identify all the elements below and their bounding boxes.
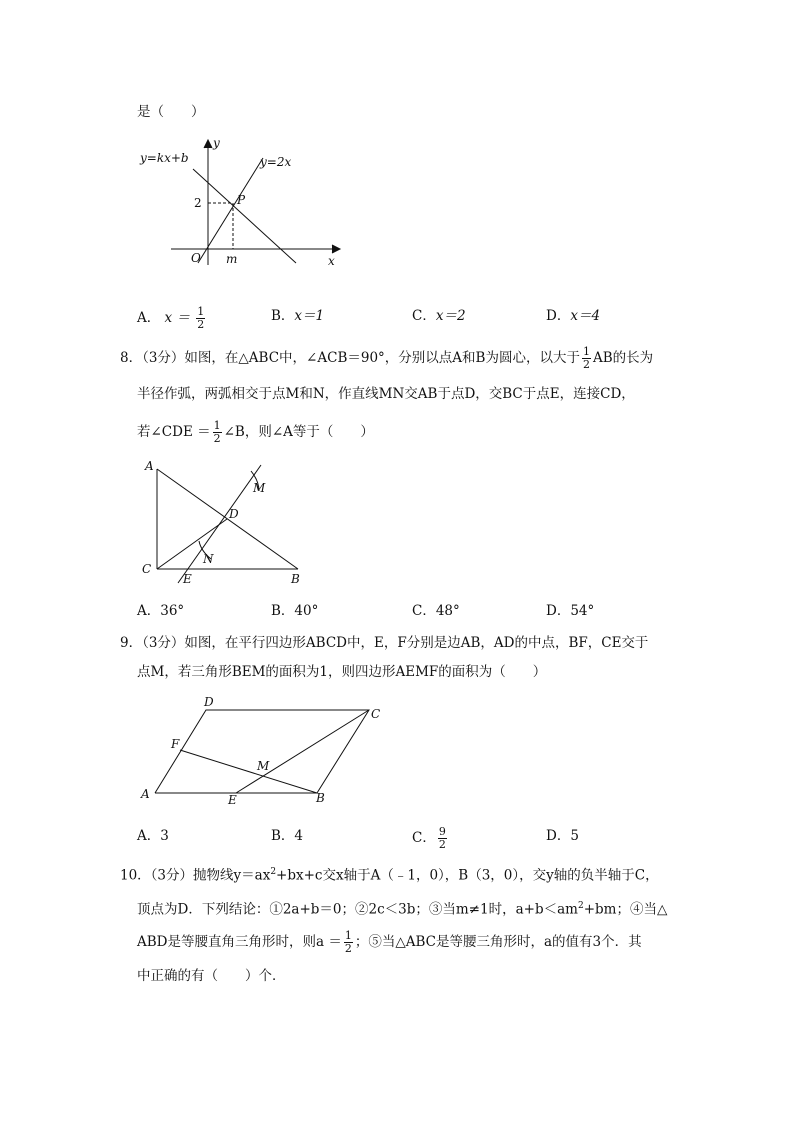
q8-label-e: E	[183, 572, 192, 586]
q7-option-b-letter: B．	[271, 308, 295, 324]
q7-label-y: y	[213, 136, 220, 150]
q8-label-n: N	[203, 552, 214, 566]
q10-stem-line-2: 顶点为D．下列结论：①2a+b＝0；②2c＜3b；③当m≠1时，$a+b<am^2+bm$；④当△	[137, 901, 668, 918]
q9-figure	[135, 690, 390, 810]
q9-option-a[interactable]: A．3	[137, 828, 169, 844]
q9-label-b: B	[316, 791, 325, 805]
q8-option-a[interactable]: A．36°	[137, 603, 185, 619]
q9-label-m: M	[257, 759, 270, 773]
q7-label-x: x	[328, 254, 335, 268]
q8-label-d: D	[229, 507, 239, 521]
q8-label-m: M	[253, 481, 266, 495]
q9-stem-line-1: 9．（3分）如图，在平行四边形ABCD中，E，F分别是边AB，AD的中点，BF，CE交于	[120, 635, 649, 651]
q7-label-ytick: 2	[194, 196, 202, 210]
q9-label-d: D	[204, 695, 214, 709]
q9-option-c[interactable]: C． $\frac{9}{2}$	[412, 825, 446, 851]
q7-label-line2: y=2x	[260, 155, 292, 169]
q8-figure	[135, 455, 315, 590]
q7-option-b[interactable]	[271, 306, 324, 326]
q9-label-f: F	[171, 737, 180, 751]
q7-figure	[135, 132, 350, 270]
q7-option-d-letter: D．	[546, 308, 571, 324]
q7-option-b-text: x＝1	[294, 308, 325, 324]
q8-label-c: C	[142, 562, 152, 576]
q8-option-c[interactable]: C．48°	[412, 603, 460, 619]
q7-y-arrow	[204, 140, 212, 148]
q9-label-e: E	[228, 793, 237, 807]
q9-parallelogram	[155, 710, 369, 793]
q9-stem-line-2: 点M，若三角形BEM的面积为1，则四边形AEMF的面积为（ ）	[137, 664, 547, 680]
q9-label-c: C	[371, 707, 381, 721]
q10-stem-line-4: 中正确的有（ ）个．	[137, 968, 286, 984]
q9-segment-ce	[236, 710, 369, 793]
q7-label-origin: O	[191, 251, 201, 265]
q10-stem-line-1: 10．（3分）抛物线$y=ax^2+bx+c$交x轴于A（﹣1，0），B（3，0），交y轴的负半轴于C，	[120, 867, 659, 884]
q10-stem-line-3: ABD是等腰直角三角形时，则a ＝ $\frac{1}{2}$ ；⑤当△ABC是等腰三角形时，a的值有3个．其	[137, 929, 642, 955]
q8-stem-line-1: 8．（3分）如图，在△ABC中，∠ACB＝90°，分别以点A和B为圆心，以大于 $\frac{1}{2}$ AB的长为	[120, 345, 654, 371]
q8-option-d[interactable]: D．54°	[546, 603, 595, 619]
q7-stem-end: 是（ ）	[137, 104, 205, 120]
q7-option-c-letter: C．	[412, 308, 436, 324]
q7-option-c[interactable]	[412, 306, 466, 326]
q7-option-c-text: x＝2	[435, 308, 466, 324]
q8-stem-line-2: 半径作弧，两弧相交于点M和N，作直线MN交AB于点D，交BC于点E，连接CD，	[137, 386, 635, 402]
q7-label-line1: y=kx+b	[140, 151, 189, 165]
q7-x-arrow	[332, 245, 340, 253]
q7-label-point: P	[237, 193, 246, 207]
q7-option-a-letter: A．	[137, 310, 161, 326]
q7-option-d-text: x＝4	[570, 308, 601, 324]
q8-segment-cd	[157, 519, 227, 569]
q7-option-a-prefix: x ＝	[164, 310, 190, 326]
q7-option-a-fraction: $\frac{1}{2}$	[197, 305, 205, 331]
q8-option-b[interactable]: B．40°	[271, 603, 319, 619]
q8-label-b: B	[291, 572, 300, 586]
q9-option-d[interactable]: D．5	[546, 828, 579, 844]
q9-segment-bf	[180, 750, 317, 793]
q9-option-b[interactable]: B．4	[271, 828, 304, 844]
q7-option-d[interactable]	[546, 306, 600, 326]
q9-label-a: A	[141, 787, 150, 801]
q7-option-a[interactable]	[137, 306, 207, 331]
q7-label-xtick: m	[226, 252, 238, 266]
q9-option-c-fraction: $\frac{9}{2}$	[438, 825, 446, 851]
q8-label-a: A	[145, 459, 154, 473]
q8-stem-line-3: 若∠CDE ＝ $\frac{1}{2}$ ∠B，则∠A等于（ ）	[137, 419, 374, 445]
